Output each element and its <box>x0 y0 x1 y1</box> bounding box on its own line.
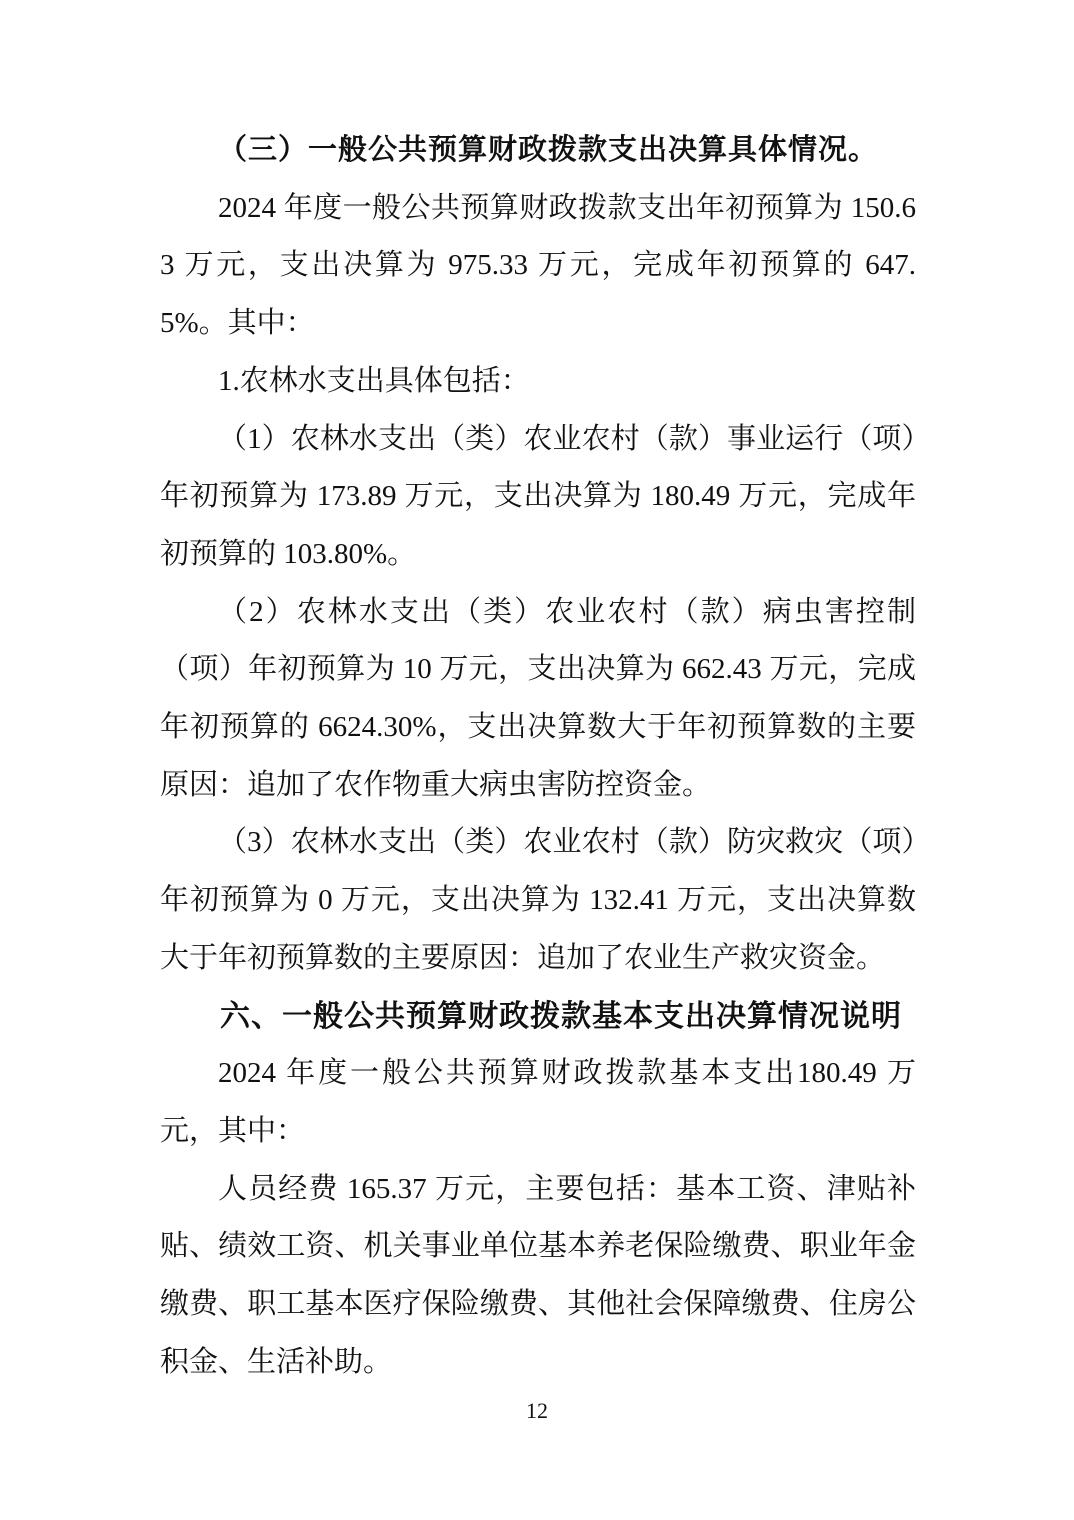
sub-section-heading: （三）一般公共预算财政拨款支出决算具体情况。 <box>218 134 879 166</box>
paragraph-item-2: （2）农林水支出（类）农业农村（款）病虫害控制（项）年初预算为 10 万元，支出决算为 662.43 万元，完成年初预算的 6624.30%，支出决算数大于年初预算数的主要原因：追加了农作物重大病虫害防控资金。 <box>160 595 916 801</box>
paragraph-basic-expenditure: 2024 年度一般公共预算财政拨款基本支出180.49 万元，其中： <box>160 1057 916 1147</box>
paragraph-budget-summary: 2024 年度一般公共预算财政拨款支出年初预算为 150.63 万元，支出决算为 975.33 万元，完成年初预算的 647.5%。其中： <box>160 191 916 340</box>
chapter-heading: 六、一般公共预算财政拨款基本支出决算情况说明 <box>220 999 902 1033</box>
paragraph-item-1: （1）农林水支出（类）农业农村（款）事业运行（项）年初预算为 173.89 万元，支出决算为 180.49 万元，完成年初预算的 103.80%。 <box>160 422 916 570</box>
page-number: 12 <box>526 1398 548 1423</box>
document-body <box>160 122 916 1391</box>
paragraph-item-3: （3）农林水支出（类）农业农村（款）防灾救灾（项）年初预算为 0 万元，支出决算为 132.41 万元，支出决算数大于年初预算数的主要原因：追加了农业生产救灾资金。 <box>160 826 916 974</box>
paragraph-personnel-expenses: 人员经费 165.37 万元，主要包括：基本工资、津贴补贴、绩效工资、机关事业单位基本养老保险缴费、职业年金缴费、职工基本医疗保险缴费、其他社会保障缴费、住房公积金、生活补助。 <box>160 1172 916 1378</box>
paragraph-list-intro: 1.农林水支出具体包括： <box>218 364 530 397</box>
